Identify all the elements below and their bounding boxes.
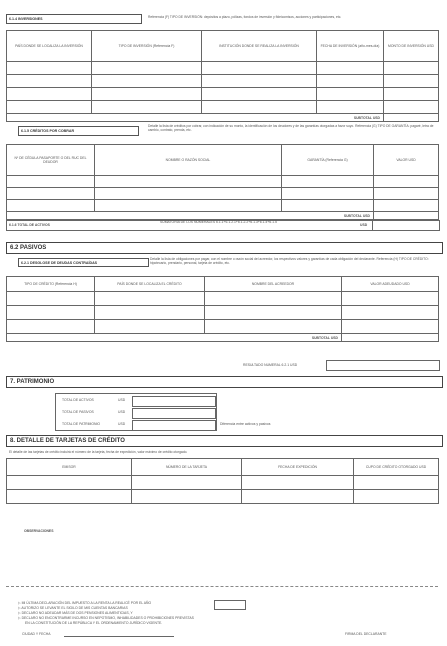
observaciones-label: OBSERVACIONES <box>24 529 54 533</box>
col-header: PAÍS DONDE SE LOCALIZA LA INVERSIÓN <box>7 31 92 62</box>
col-header: NÚMERO DE LA TARJETA <box>132 459 242 476</box>
patrimonio-row-unit: USD <box>118 422 126 426</box>
table-cell[interactable] <box>317 75 384 88</box>
total-activos-formula: SUMATORIA DE LOS NUMERALES 6.1.1+6.1.2.1+6.1.2.2+6.1.3+6.1.4+6.1.5 <box>160 220 277 224</box>
table-cell[interactable] <box>342 320 439 334</box>
table-cell[interactable] <box>7 476 132 490</box>
table-cell[interactable] <box>374 200 439 212</box>
declaracion-text: DECLARO NO ADEUDAR MÁS DE DOS PENSIONES ALIMENTICIAS, Y <box>21 611 133 615</box>
inversiones-note: Referencia (F) TIPO DE INVERSIÓN: depósitos a plazo, pólizas, fondos de inversión y fideicomisos, acciones y participaciones, etc. <box>148 15 342 19</box>
table-cell[interactable] <box>95 320 205 334</box>
table-cell[interactable] <box>95 306 205 320</box>
col-header: INSTITUCIÓN DONDE SE REALIZA LA INVERSIÓN <box>202 31 317 62</box>
total-activos-value-field[interactable] <box>372 220 440 231</box>
col-header: GARANTÍA (Referencia G) <box>282 145 374 176</box>
table-cell[interactable] <box>202 75 317 88</box>
table-cell[interactable] <box>132 490 242 504</box>
declaracion-item <box>18 616 194 621</box>
table-cell[interactable] <box>384 75 439 88</box>
table-cell[interactable] <box>95 292 205 306</box>
table-cell[interactable] <box>384 62 439 75</box>
ultimo-anio-field[interactable] <box>214 600 246 610</box>
inversiones-table <box>6 30 439 122</box>
declaracion-item-continued <box>25 621 162 626</box>
table-cell[interactable] <box>282 200 374 212</box>
pasivos-section-title: 6.2 PASIVOS <box>6 242 443 254</box>
tarjetas-note: El detalle de las tarjetas de crédito incluirá el número de la tarjeta, fecha de expedición, valor máximo de crédito otorgado. <box>9 450 188 454</box>
subtotal-label: SUBTOTAL USD <box>7 114 384 122</box>
creditos-cobrar-note: Detalle la lista de créditos por cobrar, con indicación de su monto, la identificación de los deudores y de las garantías otorgadas a favor suyo. Referencia (G) TIPO DE GARANTÍA: pagaré, letra de cambio, contrato, prenda, etc. <box>148 124 434 133</box>
declaracion-text: DECLARO NO ENCONTRARME INCURSO EN NEPOTISMO, INHABILIDADES O PROHIBICIONES PREVISTAS <box>21 616 194 620</box>
firma-label: FIRMA DEL DECLARANTE <box>345 632 387 636</box>
col-header: VALOR USD <box>374 145 439 176</box>
observaciones-field[interactable] <box>6 536 438 587</box>
col-header: VALOR ADEUDADO USD <box>342 277 439 292</box>
table-cell[interactable] <box>205 306 342 320</box>
total-activos-field[interactable] <box>132 396 216 407</box>
declaracion-text: MI ÚLTIMA DECLARACIÓN DEL IMPUESTO A LA RENTA LA REALICÉ POR EL AÑO <box>21 601 152 605</box>
declaracion-item <box>18 606 128 611</box>
declaracion-text: EN LA CONSTITUCIÓN DE LA REPÚBLICA Y EL ORDENAMIENTO JURÍDICO VIGENTE. <box>25 621 163 625</box>
table-cell[interactable] <box>7 320 95 334</box>
col-header: NOMBRE O RAZÓN SOCIAL <box>95 145 282 176</box>
total-activos-label: 6.1.6 TOTAL DE ACTIVOS <box>9 223 50 227</box>
col-header: TIPO DE INVERSIÓN (Referencia F) <box>92 31 202 62</box>
table-cell[interactable] <box>92 62 202 75</box>
total-patrimonio-field[interactable] <box>132 420 216 431</box>
bullet-icon: ▷ <box>18 616 22 620</box>
bullet-icon: ▷ <box>18 611 22 615</box>
table-cell[interactable] <box>7 200 95 212</box>
table-cell[interactable] <box>92 75 202 88</box>
table-cell[interactable] <box>317 88 384 101</box>
subtotal-value[interactable] <box>342 334 439 342</box>
declaracion-item <box>18 601 151 606</box>
col-header: NOMBRE DEL ACREEDOR <box>205 277 342 292</box>
table-cell[interactable] <box>384 101 439 114</box>
table-cell[interactable] <box>7 292 95 306</box>
resultado-value-field[interactable] <box>326 360 440 371</box>
col-header: FECHA DE INVERSIÓN (año-mes-día) <box>317 31 384 62</box>
table-cell[interactable] <box>202 88 317 101</box>
table-cell[interactable] <box>242 476 354 490</box>
table-cell[interactable] <box>7 176 95 188</box>
pasivos-note: Detalle la lista de obligaciones por pagar, con el nombre o razón social del acreedor, los respectivos valores y garantías de cada obligación del declarante. Referencia (H) TIPO DE CRÉDITO: hipotecario, prendario, personal, tarjeta de crédito, etc. <box>150 257 429 266</box>
table-cell[interactable] <box>342 306 439 320</box>
table-cell[interactable] <box>92 88 202 101</box>
table-cell[interactable] <box>317 62 384 75</box>
table-cell[interactable] <box>242 490 354 504</box>
creditos-cobrar-tag: 6.1.5 CRÉDITOS POR COBRAR <box>18 126 139 136</box>
declaracion-item <box>18 611 133 616</box>
col-header: EMISOR <box>7 459 132 476</box>
resultado-label: RESULTADO NUMERAL 6.2.1 USD <box>243 363 298 367</box>
table-cell[interactable] <box>202 101 317 114</box>
patrimonio-row-unit: USD <box>118 398 126 402</box>
tarjetas-table <box>6 458 439 504</box>
patrimonio-row-unit: USD <box>118 410 126 414</box>
table-cell[interactable] <box>7 188 95 200</box>
table-cell[interactable] <box>7 306 95 320</box>
table-cell[interactable] <box>354 490 439 504</box>
table-cell[interactable] <box>202 62 317 75</box>
pasivos-tag: 6.2.1 DESGLOSE DE DEUDAS CONTRAÍDAS <box>18 258 149 267</box>
table-cell[interactable] <box>354 476 439 490</box>
creditos-cobrar-table <box>6 144 439 220</box>
bullet-icon: ▷ <box>18 601 22 605</box>
col-header: PAÍS DONDE SE LOCALIZA EL CRÉDITO <box>95 277 205 292</box>
patrimonio-note: Diferencia entre activos y pasivos <box>220 422 271 426</box>
table-cell[interactable] <box>95 200 282 212</box>
patrimonio-row-label: TOTAL DE ACTIVOS <box>62 398 94 402</box>
table-cell[interactable] <box>7 490 132 504</box>
subtotal-value[interactable] <box>374 212 439 220</box>
table-cell[interactable] <box>384 88 439 101</box>
table-cell[interactable] <box>132 476 242 490</box>
table-cell[interactable] <box>95 176 282 188</box>
patrimonio-row-label: TOTAL DE PASIVOS <box>62 410 94 414</box>
table-cell[interactable] <box>342 292 439 306</box>
tarjetas-section-title: 8. DETALLE DE TARJETAS DE CRÉDITO <box>6 435 443 447</box>
patrimonio-row-label: TOTAL DE PATRIMONIO <box>62 422 101 426</box>
total-activos-unit: USD <box>360 223 368 227</box>
ciudad-fecha-field[interactable] <box>64 630 174 637</box>
table-cell[interactable] <box>282 176 374 188</box>
col-header: CUPO DE CRÉDITO OTORGADO USD <box>354 459 439 476</box>
declaracion-text: AUTORIZO SE LEVANTE EL SIGILO DE MIS CUENTAS BANCARIAS <box>21 606 128 610</box>
col-header: MONTO DE INVERSIÓN USD <box>384 31 439 62</box>
table-cell[interactable] <box>7 75 92 88</box>
table-cell[interactable] <box>205 320 342 334</box>
table-cell[interactable] <box>205 292 342 306</box>
table-cell[interactable] <box>95 188 282 200</box>
total-pasivos-field[interactable] <box>132 408 216 419</box>
subtotal-label: SUBTOTAL USD <box>7 212 374 220</box>
table-cell[interactable] <box>374 176 439 188</box>
subtotal-value[interactable] <box>384 114 439 122</box>
col-header: FECHA DE EXPEDICIÓN <box>242 459 354 476</box>
table-cell[interactable] <box>317 101 384 114</box>
bullet-icon: ▷ <box>18 606 22 610</box>
subtotal-label: SUBTOTAL USD <box>7 334 342 342</box>
pasivos-table <box>6 276 439 342</box>
table-cell[interactable] <box>7 101 92 114</box>
ciudad-fecha-label: CIUDAD Y FECHA <box>22 632 51 636</box>
table-cell[interactable] <box>374 188 439 200</box>
table-cell[interactable] <box>92 101 202 114</box>
patrimonio-section-title: 7. PATRIMONIO <box>6 376 443 388</box>
inversiones-tag: 6.1.4 INVERSIONES <box>6 14 142 24</box>
col-header: Nº DE CÉDULA PASAPORTE O DEL RUC DEL DEUDOR <box>7 145 95 176</box>
col-header: TIPO DE CRÉDITO (Referencia H) <box>7 277 95 292</box>
table-cell[interactable] <box>7 88 92 101</box>
table-cell[interactable] <box>282 188 374 200</box>
table-cell[interactable] <box>7 62 92 75</box>
